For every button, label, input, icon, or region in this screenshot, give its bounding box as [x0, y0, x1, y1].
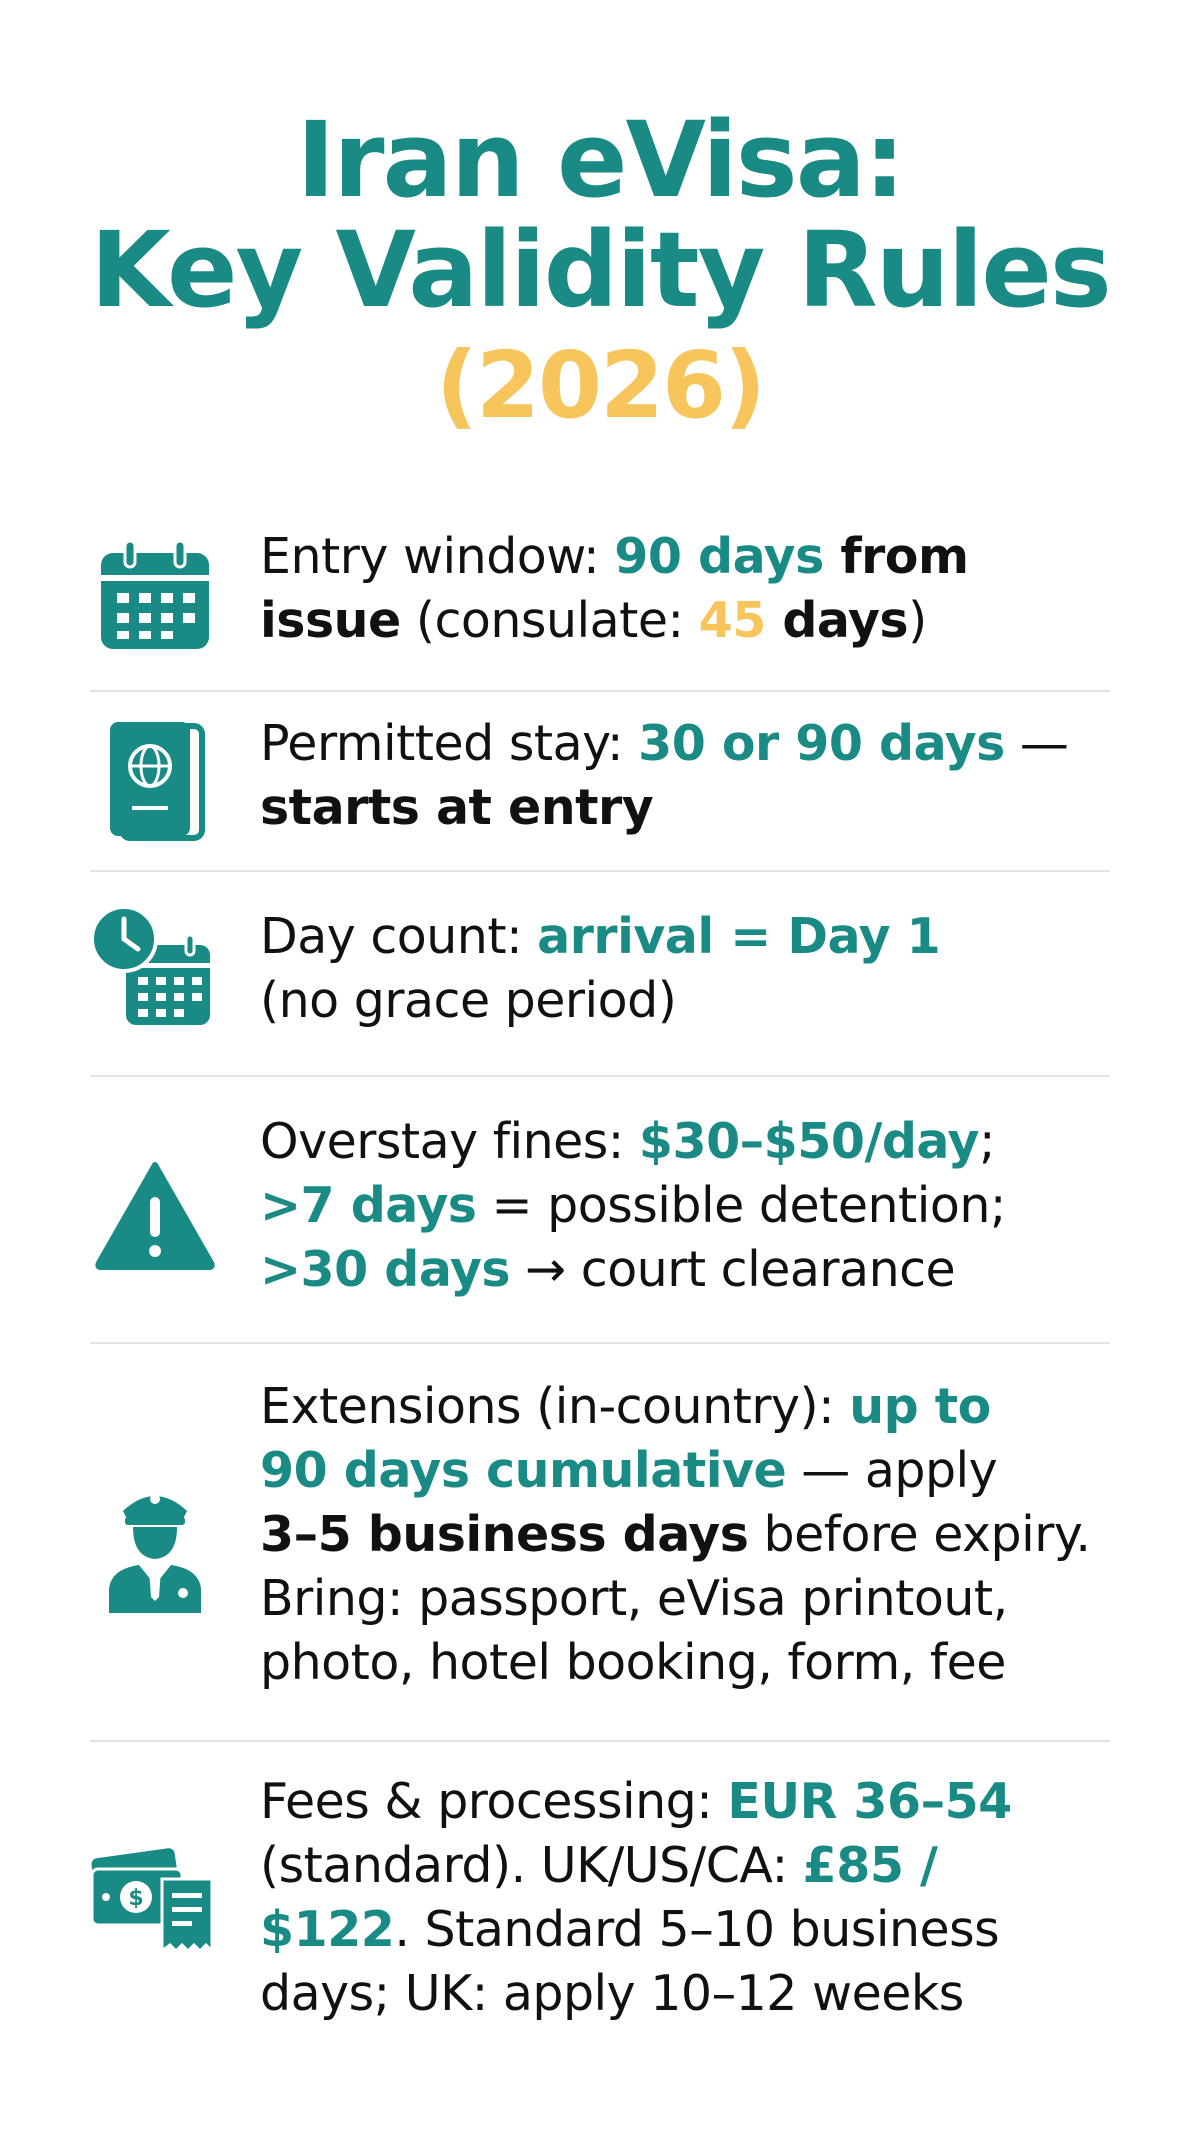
title-year: (2026): [435, 332, 765, 439]
rule-extensions: [90, 1375, 1110, 1715]
passport-icon: [90, 715, 220, 845]
rule-segment: — apply: [786, 1442, 998, 1499]
rule-segment: 3–5 business days: [260, 1506, 749, 1563]
divider: [90, 1740, 1110, 1742]
rule-segment: EUR 36–54: [727, 1773, 1012, 1830]
rule-segment: from: [823, 528, 969, 585]
page-title: [0, 99, 1200, 441]
calendar-icon: [90, 530, 220, 660]
rule-line: [260, 1631, 1200, 1695]
divider: [90, 1342, 1110, 1344]
rule-segment: Fees & processing:: [260, 1773, 728, 1830]
divider: [90, 690, 1110, 692]
rule-segment: issue: [260, 592, 401, 649]
rule-segment: Bring: passport, eVisa printout,: [260, 1570, 1008, 1627]
divider: [90, 870, 1110, 872]
rule-segment: ): [908, 592, 927, 649]
clock-calendar-icon: [90, 905, 220, 1035]
rule-segment: Day count:: [260, 908, 538, 965]
rule-line: [260, 589, 1200, 653]
rule-segment: >30 days: [260, 1241, 511, 1298]
rule-segment: Overstay fines:: [260, 1113, 639, 1170]
title-line-2: Key Validity Rules: [90, 209, 1110, 331]
rule-overstay-fines: [90, 1105, 1110, 1325]
rule-segment: $122: [260, 1901, 395, 1958]
rule-line: [260, 712, 1200, 776]
rule-permitted-stay: [90, 710, 1110, 860]
divider: [90, 1075, 1110, 1077]
rule-text: [260, 712, 1200, 840]
rule-segment: photo, hotel booking, form, fee: [260, 1634, 1006, 1691]
rule-line: [260, 905, 1200, 969]
rule-segment: $30–$50/day: [638, 1113, 979, 1170]
rule-segment: . Standard 5–10 business: [394, 1901, 1000, 1958]
rule-text: [260, 525, 1200, 653]
svg-text:$: $: [128, 1886, 144, 1911]
police-officer-icon: [90, 1470, 220, 1620]
rule-segment: 45: [698, 592, 766, 649]
rule-segment: Extensions (in-country):: [260, 1378, 850, 1435]
rule-entry-window: [90, 520, 1110, 670]
rule-line: [260, 969, 1200, 1033]
money-receipt-icon: [90, 1830, 220, 1960]
rule-segment: (standard). UK/US/CA:: [260, 1837, 803, 1894]
warning-icon: [90, 1150, 220, 1280]
rule-segment: 30 or 90 days: [638, 715, 1005, 772]
rule-segment: Entry window:: [260, 528, 615, 585]
rule-segment: arrival = Day 1: [537, 908, 941, 965]
rule-segment: (no grace period): [260, 972, 677, 1029]
rule-line: [260, 1174, 1200, 1238]
rule-segment: 90 days: [614, 528, 824, 585]
rule-line: [260, 1238, 1200, 1302]
rule-line: [260, 525, 1200, 589]
rule-segment: days; UK: apply 10–12 weeks: [260, 1965, 964, 2022]
rule-day-count: [90, 900, 1110, 1050]
rule-line: [260, 1898, 1200, 1962]
rule-segment: 90 days cumulative: [260, 1442, 787, 1499]
rule-segment: days: [765, 592, 909, 649]
rule-line: [260, 1110, 1200, 1174]
rule-segment: starts at entry: [260, 779, 654, 836]
rule-segment: → court clearance: [510, 1241, 956, 1298]
rule-line: [260, 1834, 1200, 1898]
rule-segment: ;: [978, 1113, 995, 1170]
rule-line: [260, 1962, 1200, 2026]
rule-line: [260, 1439, 1200, 1503]
rule-text: [260, 1110, 1200, 1302]
rule-line: [260, 776, 1200, 840]
rule-segment: Permitted stay:: [260, 715, 639, 772]
rule-line: [260, 1770, 1200, 1834]
rule-segment: —: [1004, 715, 1069, 772]
rule-text: [260, 1770, 1200, 2026]
rule-line: [260, 1567, 1200, 1631]
rule-text: [260, 1375, 1200, 1695]
rule-segment: £85 /: [802, 1837, 938, 1894]
title-line-1: Iran eVisa:: [296, 99, 904, 221]
rule-line: [260, 1375, 1200, 1439]
rule-segment: up to: [849, 1378, 991, 1435]
rule-segment: >7 days: [260, 1177, 477, 1234]
rule-text: [260, 905, 1200, 1033]
rule-line: [260, 1503, 1200, 1567]
rule-segment: (consulate:: [400, 592, 699, 649]
rule-fees-processing: [90, 1770, 1110, 2060]
rule-segment: = possible detention;: [476, 1177, 1006, 1234]
rule-segment: before expiry.: [748, 1506, 1091, 1563]
